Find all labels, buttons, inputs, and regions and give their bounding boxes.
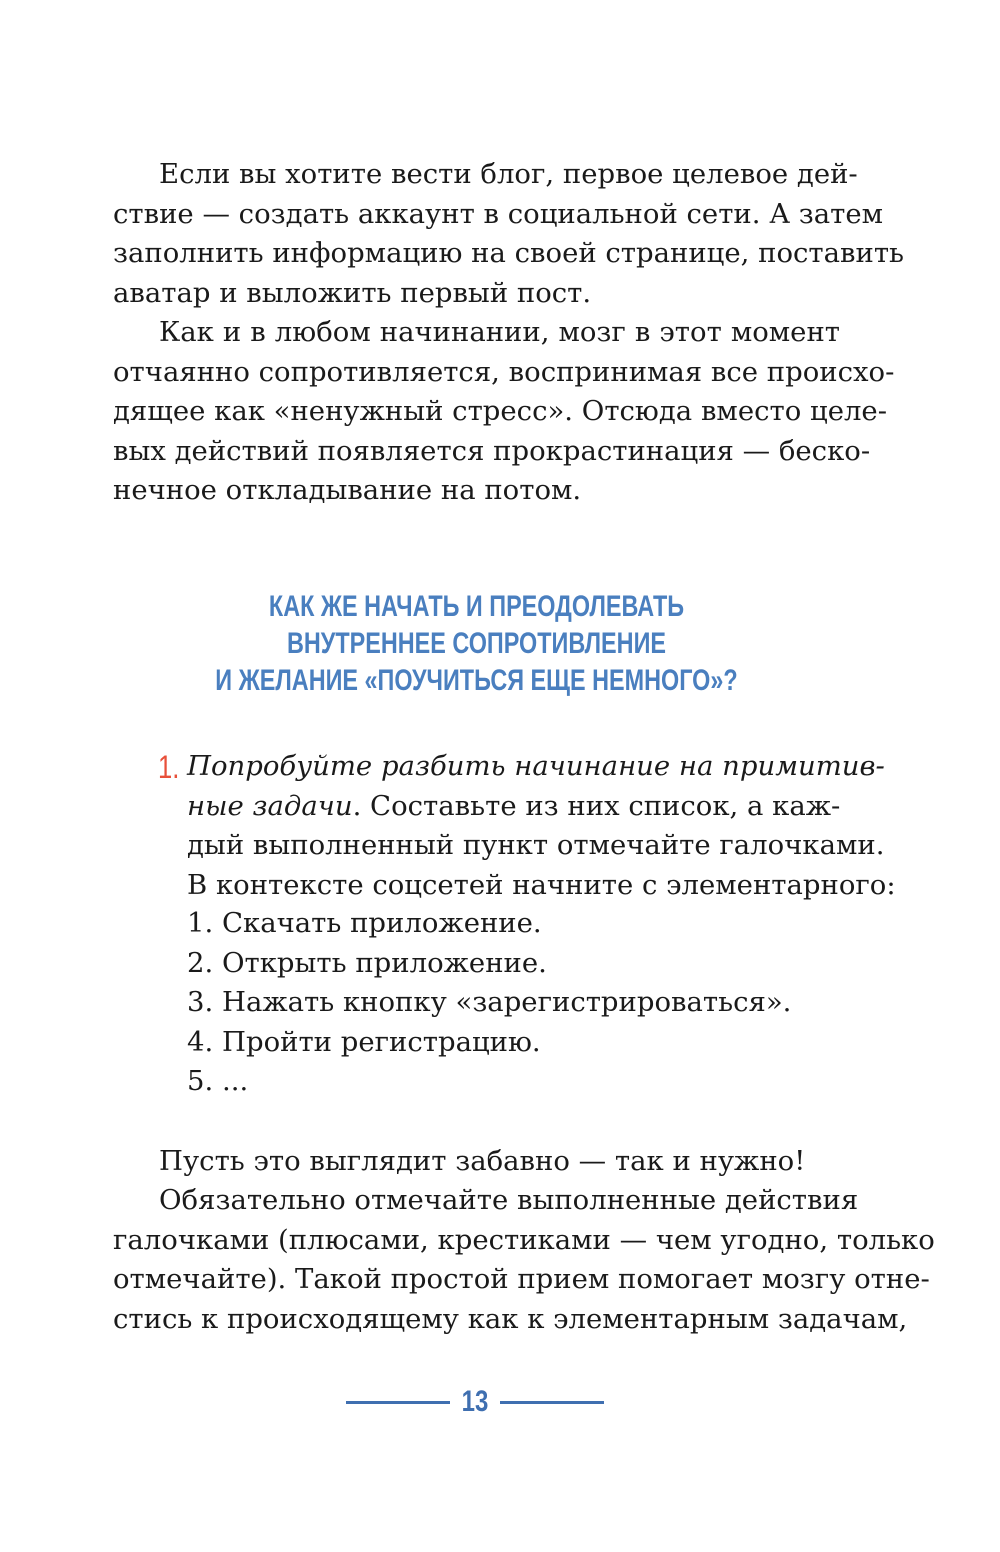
section-heading bbox=[193, 588, 760, 699]
paragraph-procrastination bbox=[113, 313, 895, 511]
paragraph-blog-intro bbox=[113, 155, 905, 313]
text-line: дящее как «ненужный стресс». Отсюда вместо целе- bbox=[113, 395, 888, 427]
paragraph-checkmarks bbox=[113, 1181, 935, 1339]
text-line: отчаянно сопротивляется, воспринимая все происхо- bbox=[113, 355, 895, 388]
text-line: ствие — создать аккаунт в социальной сети. А затем bbox=[113, 197, 884, 230]
tip-emphasis: Попробуйте разбить начинание на примитив- bbox=[187, 750, 885, 782]
text-line: Пусть это выглядит забавно — так и нужно! bbox=[159, 1145, 806, 1177]
text-line: В контексте соцсетей начните с элементарного: bbox=[187, 868, 896, 901]
page-number: 13 bbox=[461, 1385, 489, 1418]
text-line: отмечайте). Такой простой прием помогает мозгу отне- bbox=[113, 1263, 930, 1295]
text-line: дый выполненный пункт отмечайте галочками. bbox=[187, 829, 885, 861]
text-line: заполнить информацию на своей странице, поставить bbox=[113, 237, 905, 269]
text-line: нечное откладывание на потом. bbox=[113, 474, 582, 506]
list-item: 3. Нажать кнопку «зарегистрироваться». bbox=[187, 986, 792, 1018]
text-line: галочками (плюсами, крестиками — чем угодно, только bbox=[113, 1223, 935, 1256]
list-item: 5. ... bbox=[187, 1065, 249, 1097]
list-item: 4. Пройти регистрацию. bbox=[187, 1025, 541, 1058]
heading-line: И ЖЕЛАНИЕ «ПОУЧИТЬСЯ ЕЩЕ НЕМНОГО»? bbox=[215, 664, 738, 697]
text-line bbox=[187, 747, 885, 787]
text-line: стись к происходящему как к элементарным задачам, bbox=[113, 1302, 908, 1335]
text-line: Обязательно отмечайте выполненные действия bbox=[159, 1184, 859, 1216]
paragraph-funny bbox=[113, 1142, 840, 1182]
page-footer bbox=[0, 1382, 1000, 1422]
steps-list bbox=[187, 904, 791, 1102]
heading-line: ВНУТРЕННЕЕ СОПРОТИВЛЕНИЕ bbox=[286, 627, 666, 660]
text-line: аватар и выложить первый пост. bbox=[113, 276, 592, 309]
text-line bbox=[187, 787, 840, 827]
text-line: Как и в любом начинании, мозг в этот момент bbox=[159, 316, 840, 348]
list-item: 2. Открыть приложение. bbox=[187, 946, 547, 979]
tip-emphasis: ные задачи bbox=[187, 789, 353, 822]
heading-line: КАК ЖЕ НАЧАТЬ И ПРЕОДОЛЕВАТЬ bbox=[268, 590, 685, 623]
footer-rule-left bbox=[346, 1401, 450, 1404]
tip-text: . Составьте из них список, а каж- bbox=[352, 789, 841, 822]
tip-number: 1. bbox=[158, 749, 180, 785]
footer-rule-right bbox=[500, 1401, 604, 1404]
list-item: 1. Скачать приложение. bbox=[187, 907, 542, 939]
text-line: вых действий появляется прокрастинация — беско- bbox=[113, 434, 871, 467]
tip-1-body bbox=[187, 747, 896, 905]
text-line: Если вы хотите вести блог, первое целевое дей- bbox=[159, 158, 858, 190]
